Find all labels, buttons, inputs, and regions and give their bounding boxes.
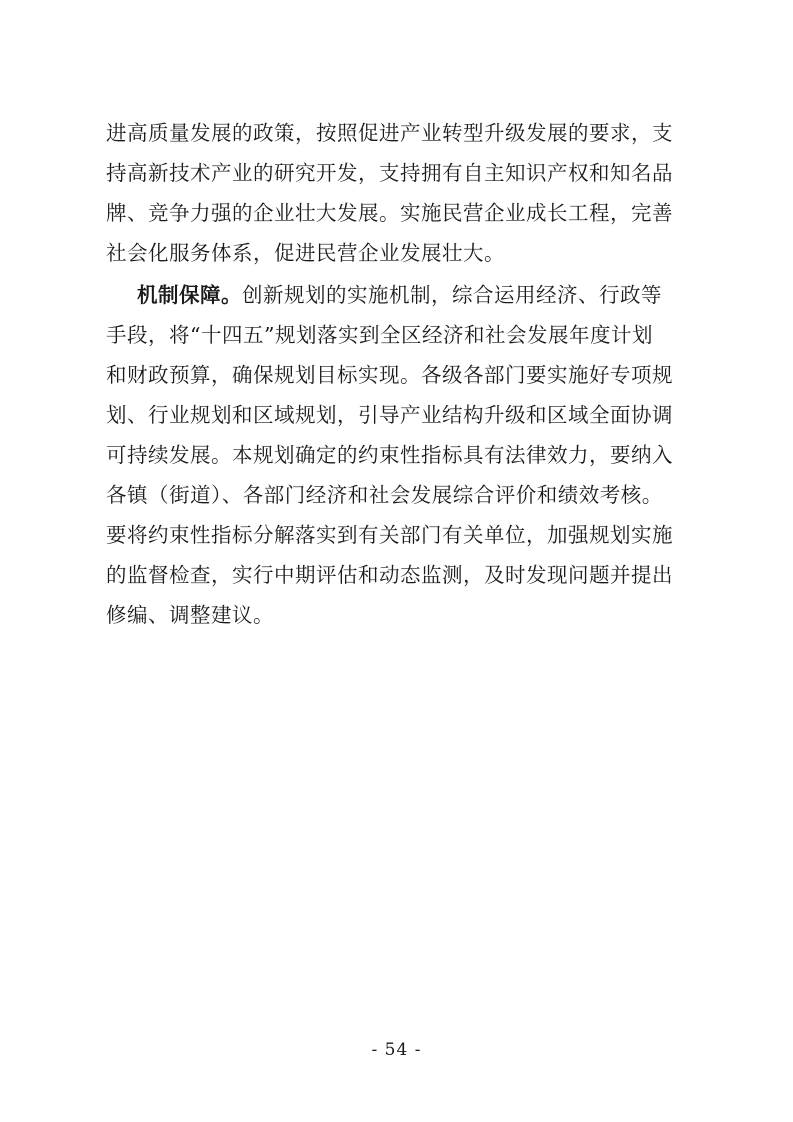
paragraph-line: 社会化服务体系，促进民营企业发展壮大。 [106,241,505,265]
paragraph-line: 各镇（街道）、各部门经济和社会发展综合评价和绩效考核。 [106,483,663,507]
paragraph-line: 牌、竞争力强的企业壮大发展。实施民营企业成长工程，完善 [106,201,673,225]
paragraph-line: 持高新技术产业的研究开发，支持拥有自主知识产权和知名品 [106,161,673,185]
paragraph-line: 要将约束性指标分解落实到有关部门有关单位，加强规划实施 [106,523,673,547]
paragraph-line: 手段，将“十四五”规划落实到全区经济和社会发展年度计划 [106,323,653,347]
paragraph-line: 修编、调整建议。 [106,603,274,627]
paragraph-first-line [106,275,696,315]
paragraph-policy-support [106,113,696,273]
paragraph-line: 进高质量发展的政策，按照促进产业转型升级发展的要求，支 [106,121,673,145]
paragraph-line: 划、行业规划和区域规划，引导产业结构升级和区域全面协调 [106,403,673,427]
page-number: - 54 - [371,1040,422,1060]
paragraph-line: 可持续发展。本规划确定的约束性指标具有法律效力，要纳入 [106,443,673,467]
paragraph-mechanism-guarantee [106,275,696,635]
paragraph-line: 的监督检查，实行中期评估和动态监测，及时发现问题并提出 [106,563,673,587]
paragraph-line-rest: 创新规划的实施机制，综合运用经济、行政等 [242,283,662,307]
paragraph-line: 和财政预算，确保规划目标实现。各级各部门要实施好专项规 [106,363,673,387]
section-heading: 机制保障。 [137,283,242,307]
